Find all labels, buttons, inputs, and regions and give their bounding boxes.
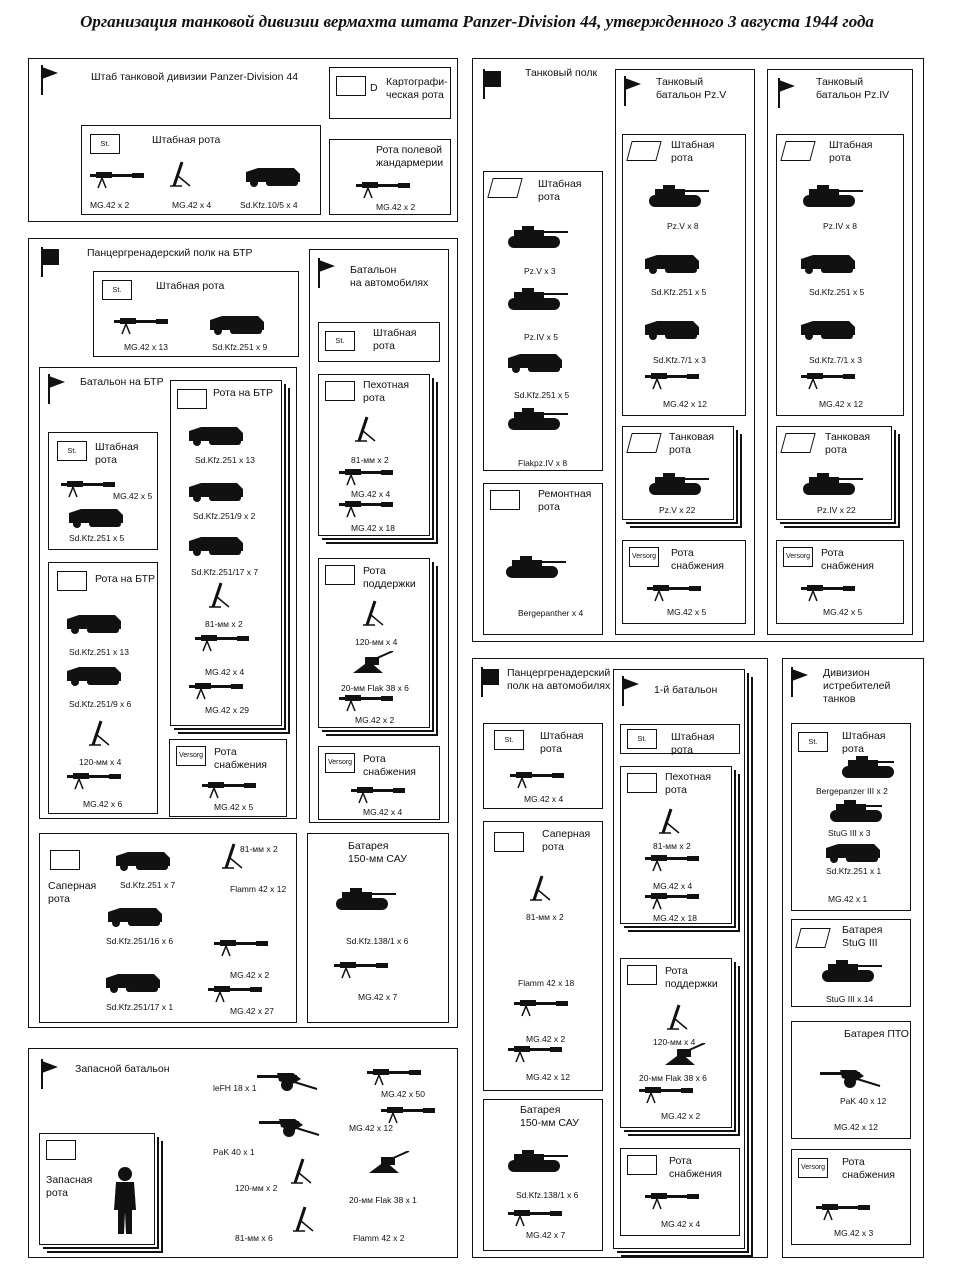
hq-title: Штаб танковой дивизии Panzer-Division 44 — [91, 71, 299, 83]
cap: Sd.Kfz.251/16 x 6 — [106, 936, 174, 946]
label: Саперная рота — [48, 880, 97, 905]
mg-icon — [65, 771, 125, 793]
tank-icon — [504, 288, 570, 312]
mg-icon — [200, 780, 260, 802]
hq-box — [28, 58, 458, 222]
cap: MG.42 x 13 — [124, 342, 168, 352]
stug-symbol — [795, 928, 830, 948]
at-supply-box — [791, 1149, 911, 1245]
flak-icon — [349, 651, 399, 677]
mg-icon — [643, 891, 703, 913]
halftrack-icon — [104, 902, 168, 928]
cap: Sd.Kfz.251/17 x 7 — [191, 567, 259, 577]
mg-icon — [349, 785, 409, 807]
tank-icon — [504, 226, 570, 250]
mg-icon — [206, 984, 266, 1006]
cap: Sd.Kfz.7/1 x 3 — [809, 355, 862, 365]
tank-icon — [504, 1150, 570, 1174]
cap: MG.42 x 12 — [663, 399, 707, 409]
tank-icon — [645, 473, 711, 497]
cap: Sd.Kfz.251 x 5 — [809, 287, 865, 297]
label: Батальон на автомобилях — [350, 264, 429, 289]
versorg-symbol: Versorg — [798, 1158, 828, 1178]
label: Танковая рота — [825, 431, 871, 456]
map-company-box — [329, 67, 451, 119]
halftrack-icon — [641, 249, 705, 275]
cap: MG.42 x 5 — [823, 607, 863, 617]
staff-symbol: St. — [627, 729, 657, 749]
mg-icon — [508, 770, 568, 792]
mortar-icon — [291, 1205, 321, 1233]
cap: Bergepanzer III x 2 — [816, 786, 888, 796]
pgr-btr-box — [28, 238, 458, 1028]
btr-supply-box — [169, 739, 287, 817]
mg-icon — [799, 583, 859, 605]
mg-icon — [332, 960, 392, 982]
cap: MG.42 x 7 — [358, 992, 398, 1002]
mg-icon — [337, 467, 397, 489]
cap: Sd.Kfz.251/17 x 1 — [106, 1002, 174, 1012]
halftrack-icon — [185, 531, 249, 557]
flag-icon — [620, 676, 642, 706]
mg-icon — [193, 633, 253, 655]
cap: Pz.IV x 22 — [817, 505, 856, 515]
halftrack-icon — [65, 503, 129, 529]
cap: 20-мм Flak 38 x 6 — [639, 1073, 707, 1083]
cap: Sd.Kfz.251/9 x 6 — [69, 699, 132, 709]
cap: MG.42 x 4 — [351, 489, 391, 499]
flak-icon — [365, 1151, 415, 1177]
label: Саперная рота — [542, 828, 591, 853]
versorg-symbol: Versorg — [629, 547, 659, 567]
mortar-icon — [665, 1003, 695, 1031]
halftrack-icon — [63, 661, 127, 687]
label: Штабная рота — [540, 730, 584, 755]
versorg-symbol: Versorg — [325, 753, 355, 773]
coy-symbol — [325, 381, 355, 401]
pzv-supply-box — [622, 540, 746, 624]
tank-regt-box — [472, 58, 924, 642]
halftrack-icon — [797, 249, 861, 275]
label: Пехотная рота — [363, 379, 410, 404]
label: Штабная рота — [829, 139, 873, 164]
coy-symbol — [780, 433, 815, 453]
btr-coy-box — [170, 380, 282, 726]
mot-1bn-box — [613, 669, 745, 1249]
cap: MG.42 x 2 — [526, 1034, 566, 1044]
cap: MG.42 x 2 — [230, 970, 270, 980]
cap: MG.42 x 29 — [205, 705, 249, 715]
mortar-icon — [528, 874, 558, 902]
at-staff-box — [791, 723, 911, 911]
halftrack-icon — [504, 348, 568, 374]
cap: Flamm 42 x 12 — [230, 884, 287, 894]
halftrack-icon — [63, 609, 127, 635]
halftrack-icon — [641, 315, 705, 341]
cap: MG.42 x 4 — [661, 1219, 701, 1229]
cap: MG.42 x 1 — [828, 894, 868, 904]
cap: MG.42 x 2 — [661, 1111, 701, 1121]
label: Панцергренадерский полк на автомобилях — [507, 667, 611, 692]
mg-icon — [337, 693, 397, 715]
mg-icon — [506, 1044, 566, 1066]
soldier-icon — [110, 1166, 140, 1236]
cap: 81-мм x 2 — [205, 619, 243, 629]
cap: Flamm 42 x 2 — [353, 1233, 405, 1243]
cap: 81-мм x 2 — [653, 841, 691, 851]
pzv-bn-box — [615, 69, 755, 635]
cap: MG.42 x 18 — [653, 913, 697, 923]
label: Рота на БТР — [213, 387, 273, 399]
staff-symbol: St. — [102, 280, 132, 300]
cap: 120-мм x 4 — [79, 757, 122, 767]
mg-icon — [512, 998, 572, 1020]
coy-symbol — [57, 571, 87, 591]
mg-icon — [645, 583, 705, 605]
cap: Sd.Kfz.10/5 x 4 — [240, 200, 298, 210]
coy-symbol — [46, 1140, 76, 1160]
cap: MG.42 x 27 — [230, 1006, 274, 1016]
cap: MG.42 x 5 — [113, 491, 153, 501]
mg-icon — [187, 681, 247, 703]
cap: MG.42 x 4 — [172, 200, 212, 210]
label: Танковый батальон Pz.IV — [816, 76, 890, 101]
label: Рота снабжения — [669, 1155, 722, 1180]
tank-staff-box — [483, 171, 603, 471]
label: Батарея ПТО — [844, 1028, 909, 1040]
pziv-bn-box — [767, 69, 913, 635]
mortar-icon — [657, 807, 687, 835]
mg-icon — [59, 479, 119, 501]
label: Рота снабжения — [821, 547, 874, 572]
label: Рота снабжения — [214, 746, 267, 771]
mot-staff-box — [483, 723, 603, 809]
halftrack-icon — [822, 838, 886, 864]
staff-symbol: St. — [57, 441, 87, 461]
mg-icon — [643, 853, 703, 875]
cap: MG.42 x 2 — [376, 202, 416, 212]
cap: Flamm 42 x 18 — [518, 978, 575, 988]
label: Рота поддержки — [363, 565, 416, 590]
eng-box — [39, 833, 297, 1023]
flag-icon — [316, 258, 338, 288]
coy-symbol — [177, 389, 207, 409]
cap: Sd.Kfz.251 x 1 — [826, 866, 882, 876]
pto-box — [791, 1021, 911, 1139]
cap: Pz.V x 3 — [524, 266, 556, 276]
cap: MG.42 x 4 — [205, 667, 245, 677]
map-sym-label: D — [370, 82, 378, 94]
flag-icon — [776, 78, 798, 108]
bn-staff-box — [48, 432, 158, 550]
cap: Sd.Kfz.251 x 7 — [120, 880, 176, 890]
cap: 120-мм x 2 — [235, 1183, 278, 1193]
label: Рота снабжения — [363, 753, 416, 778]
halftrack-icon — [206, 310, 270, 336]
sup-coy-box — [318, 558, 430, 728]
at-box — [782, 658, 924, 1258]
mp-box — [329, 139, 451, 215]
cap: leFH 18 x 1 — [213, 1083, 257, 1093]
staff-symbol: St. — [90, 134, 120, 154]
label: Танковый батальон Pz.V — [656, 76, 727, 101]
pziv-staff-box — [776, 134, 904, 416]
cap: MG.42 x 18 — [351, 523, 395, 533]
label: Штабная рота — [538, 178, 582, 203]
mg-icon — [112, 316, 172, 338]
cap: 81-мм x 2 — [526, 912, 564, 922]
label: 1-й батальон — [654, 684, 718, 696]
cap: Sd.Kfz.251 x 5 — [651, 287, 707, 297]
mp-label: Рота полевой жандармерии — [376, 144, 444, 169]
flag-icon — [46, 374, 68, 404]
cap: MG.42 x 12 — [526, 1072, 570, 1082]
label: Запасной батальон — [75, 1063, 170, 1075]
halftrack-icon — [797, 315, 861, 341]
tank-icon — [502, 556, 582, 586]
cap: PaK 40 x 12 — [840, 1096, 887, 1106]
mg-icon — [643, 371, 703, 393]
flag-icon — [39, 65, 61, 95]
label: Рота снабжения — [842, 1156, 895, 1181]
cap: MG.42 x 7 — [526, 1230, 566, 1240]
staff-symbol: St. — [494, 730, 524, 750]
cap: Bergepanther x 4 — [518, 608, 584, 618]
pziv-supply-box — [776, 540, 904, 624]
label: Штабная рота — [671, 731, 715, 756]
label: Дивизион истребителей танков — [823, 667, 891, 705]
label: Запасная рота — [46, 1174, 93, 1199]
tank-icon — [504, 408, 570, 432]
cap: 120-мм x 4 — [653, 1037, 696, 1047]
label: Штабная рота — [373, 327, 417, 352]
field-gun-icon — [820, 1064, 884, 1094]
reserve-box — [28, 1048, 458, 1258]
cap: Sd.Kfz.251 x 13 — [195, 455, 256, 465]
field-gun-icon — [257, 1067, 321, 1097]
page-title: Организация танковой дивизии вермахта штата Panzer-Division 44, утвержденного 3 августа 1944 года — [80, 12, 874, 31]
cap: MG.42 x 4 — [524, 794, 564, 804]
mot-bat-box — [483, 1099, 603, 1251]
cap: 81-мм x 2 — [351, 455, 389, 465]
cap: 120-мм x 4 — [355, 637, 398, 647]
label: Батарея 150-мм САУ — [348, 840, 407, 865]
cap: Sd.Kfz.7/1 x 3 — [653, 355, 706, 365]
sup2-box — [318, 746, 440, 820]
cap: MG.42 x 12 — [349, 1123, 393, 1133]
halftrack-icon — [242, 162, 306, 188]
pzv-staff-box — [622, 134, 746, 416]
flak-icon — [661, 1043, 711, 1069]
eng-symbol — [494, 832, 524, 852]
mot-pgr-box — [472, 658, 768, 1258]
btr-coy2-box — [48, 562, 158, 814]
repair-box — [483, 483, 603, 635]
pzv-coy-box — [622, 426, 734, 520]
label: Пехотная рота — [665, 771, 712, 796]
flag-square-icon — [43, 249, 59, 265]
pgr-staff-box — [93, 271, 299, 357]
halftrack-icon — [112, 846, 176, 872]
label: Штабная рота — [842, 730, 886, 755]
cap: 20-мм Flak 38 x 1 — [349, 1195, 417, 1205]
map-company-label: Картографи- ческая рота — [386, 76, 448, 101]
cap: MG.42 x 2 — [355, 715, 395, 725]
cap: 81-мм x 6 — [235, 1233, 273, 1243]
cap: MG.42 x 5 — [214, 802, 254, 812]
bat-box — [307, 833, 449, 1023]
label: Штабная рота — [95, 441, 139, 466]
label: Батарея 150-мм САУ — [520, 1104, 579, 1129]
cap: Sd.Kfz.251 x 9 — [212, 342, 268, 352]
versorg-symbol: Versorg — [176, 746, 206, 766]
cap: PaK 40 x 1 — [213, 1147, 255, 1157]
coy-symbol — [627, 773, 657, 793]
halftrack-icon — [185, 477, 249, 503]
tank-icon — [838, 756, 894, 778]
flag-square-icon — [483, 669, 499, 685]
cap: MG.42 x 5 — [667, 607, 707, 617]
cap: MG.42 x 4 — [653, 881, 693, 891]
tank-icon — [645, 185, 711, 209]
inf-coy-box — [318, 374, 430, 536]
mortar-icon — [207, 581, 237, 609]
coy-symbol — [626, 433, 661, 453]
flag-square-icon — [485, 71, 501, 87]
mot-staff-box — [318, 322, 440, 362]
label: Рота снабжения — [671, 547, 724, 572]
tank-icon — [799, 473, 865, 497]
mortar-icon — [353, 415, 383, 443]
mg-icon — [506, 1208, 566, 1230]
staff-symbol: St. — [325, 331, 355, 351]
cap: MG.42 x 12 — [819, 399, 863, 409]
coy-symbol — [626, 141, 661, 161]
cap: Sd.Kfz.251 x 13 — [69, 647, 130, 657]
tank-icon — [826, 800, 882, 822]
coy-symbol — [627, 965, 657, 985]
cap: MG.42 x 4 — [363, 807, 403, 817]
bn-staff-box — [620, 724, 740, 754]
versorg-symbol: Versorg — [783, 547, 813, 567]
mortar-icon — [87, 719, 117, 747]
cap: 20-мм Flak 38 x 6 — [341, 683, 409, 693]
mortar-icon — [289, 1157, 319, 1185]
mg-icon — [212, 938, 272, 960]
coy-symbol — [325, 565, 355, 585]
staff-label: Штабная рота — [152, 134, 221, 146]
tank-icon — [332, 888, 398, 912]
bn-supply-box — [620, 1148, 740, 1236]
cap: StuG III x 14 — [826, 994, 874, 1004]
eng-symbol — [50, 850, 80, 870]
tank-icon — [818, 960, 884, 984]
label: Батальон на БТР — [80, 376, 164, 388]
label: Танковый полк — [525, 67, 598, 79]
cap: MG.42 x 3 — [834, 1228, 874, 1238]
bn-inf-box — [620, 766, 732, 924]
repair-symbol — [490, 490, 520, 510]
bn-sup-box — [620, 958, 732, 1128]
reserve-coy-box — [39, 1133, 155, 1245]
pziv-coy-box — [776, 426, 892, 520]
cap: 81-мм x 2 — [240, 844, 278, 854]
mg-icon — [799, 371, 859, 393]
cap: Pz.IV x 8 — [823, 221, 858, 231]
cap: Sd.Kfz.251/9 x 2 — [193, 511, 256, 521]
halftrack-icon — [102, 968, 166, 994]
mg-icon — [643, 1191, 703, 1213]
label: Рота на БТР — [95, 573, 155, 585]
flag-icon — [39, 1059, 61, 1089]
staff-symbol: St. — [798, 732, 828, 752]
mot-eng-box — [483, 821, 603, 1091]
label: Штабная рота — [156, 280, 225, 292]
mg-icon — [337, 499, 397, 521]
cap: MG.42 x 12 — [834, 1122, 878, 1132]
mg-icon — [637, 1085, 697, 1107]
cap: MG.42 x 2 — [90, 200, 130, 210]
cap: StuG III x 3 — [828, 828, 871, 838]
coy-symbol — [487, 178, 522, 198]
mg-icon — [814, 1202, 874, 1224]
mg-icon — [168, 160, 208, 190]
coy-symbol — [627, 1155, 657, 1175]
cap: MG.42 x 50 — [381, 1089, 425, 1099]
mot-bn-box — [309, 249, 449, 823]
mg-icon — [354, 180, 414, 202]
flag-icon — [622, 76, 644, 106]
cap: Sd.Kfz.251 x 5 — [69, 533, 125, 543]
cap: Pz.V x 8 — [667, 221, 699, 231]
label: Батарея StuG III — [842, 924, 883, 949]
field-gun-icon — [259, 1113, 323, 1143]
stug-box — [791, 919, 911, 1007]
cap: Pz.V x 22 — [659, 505, 696, 515]
label: Штабная рота — [671, 139, 715, 164]
label: Рота поддержки — [665, 965, 718, 990]
cap: Sd.Kfz.138/1 x 6 — [516, 1190, 579, 1200]
cap: Sd.Kfz.138/1 x 6 — [346, 936, 409, 946]
hq-staff-box — [81, 125, 321, 215]
cap: MG.42 x 6 — [83, 799, 123, 809]
label: Танковая рота — [669, 431, 715, 456]
mg-icon — [88, 170, 148, 192]
mortar-icon — [361, 599, 391, 627]
coy-symbol — [780, 141, 815, 161]
tank-icon — [799, 185, 865, 209]
mg-icon — [365, 1067, 425, 1089]
map-symbol — [336, 76, 366, 96]
flag-icon — [789, 667, 811, 697]
cap: Sd.Kfz.251 x 5 — [514, 390, 570, 400]
label: Ремонтная рота — [538, 488, 592, 513]
cap: Pz.IV x 5 — [524, 332, 559, 342]
cap: Flakpz.IV x 8 — [518, 458, 568, 468]
halftrack-icon — [185, 421, 249, 447]
pgr-title: Панцергренадерский полк на БТР — [87, 247, 253, 259]
